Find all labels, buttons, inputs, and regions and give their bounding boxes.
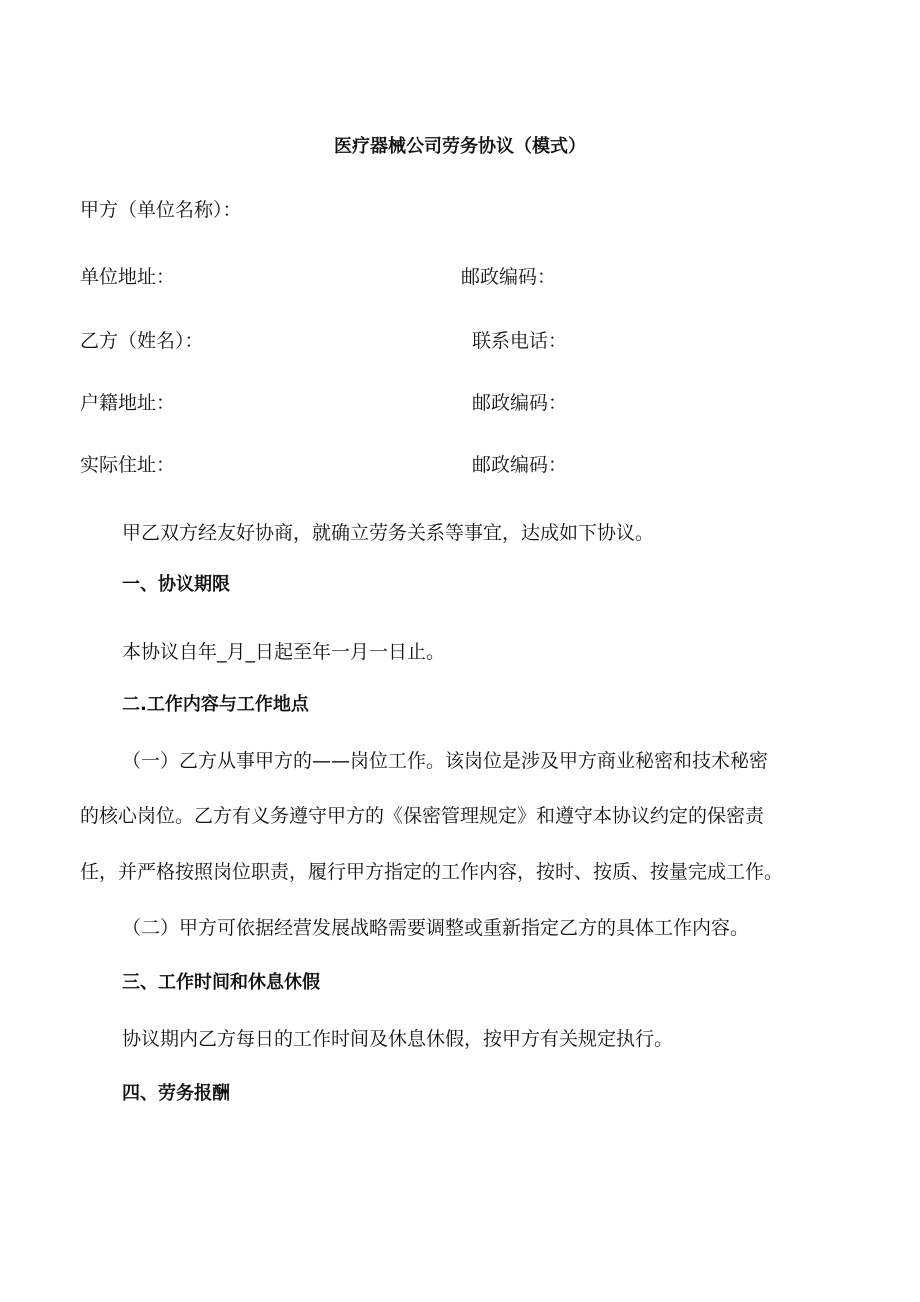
household-address-label: 户籍地址： — [80, 392, 176, 414]
section-3-heading: 三、工作时间和休息休假 — [122, 972, 320, 993]
document-title: 医疗器械公司劳务协议（模式） — [334, 136, 586, 157]
section-2-paragraph-1-line-1: （一）乙方从事甲方的——岗位工作。该岗位是涉及甲方商业秘密和技术秘密 — [122, 750, 769, 772]
section-3-text: 协议期内乙方每日的工作时间及休息休假，按甲方有关规定执行。 — [122, 1028, 674, 1050]
contact-phone-label: 联系电话： — [472, 330, 568, 352]
section-2-paragraph-1-line-3: 任，并严格按照岗位职责，履行甲方指定的工作内容，按时、按质、按量完成工作。 — [80, 861, 784, 883]
party-a-name-label: 甲方（单位名称）： — [80, 199, 242, 221]
section-1-heading: 一、协议期限 — [122, 574, 230, 595]
section-2-paragraph-1-line-2: 的核心岗位。乙方有义务遵守甲方的《保密管理规定》和遵守本协议约定的保密责 — [80, 805, 765, 827]
unit-address-label: 单位地址： — [80, 266, 176, 288]
postal-code-label-2: 邮政编码： — [472, 392, 568, 414]
section-4-heading: 四、劳务报酬 — [122, 1083, 230, 1104]
section-1-text: 本协议自年_月_日起至年一月一日止。 — [122, 641, 446, 663]
party-b-name-label: 乙方（姓名）： — [80, 330, 204, 352]
section-2-heading: 二.工作内容与工作地点 — [122, 694, 309, 715]
intro-paragraph: 甲乙双方经友好协商，就确立劳务关系等事宜，达成如下协议。 — [122, 522, 655, 544]
section-2-paragraph-2: （二）甲方可依据经营发展战略需要调整或重新指定乙方的具体工作内容。 — [122, 917, 750, 939]
postal-code-label-3: 邮政编码： — [472, 454, 568, 476]
actual-address-label: 实际住址： — [80, 454, 176, 476]
postal-code-label-1: 邮政编码： — [461, 266, 557, 288]
